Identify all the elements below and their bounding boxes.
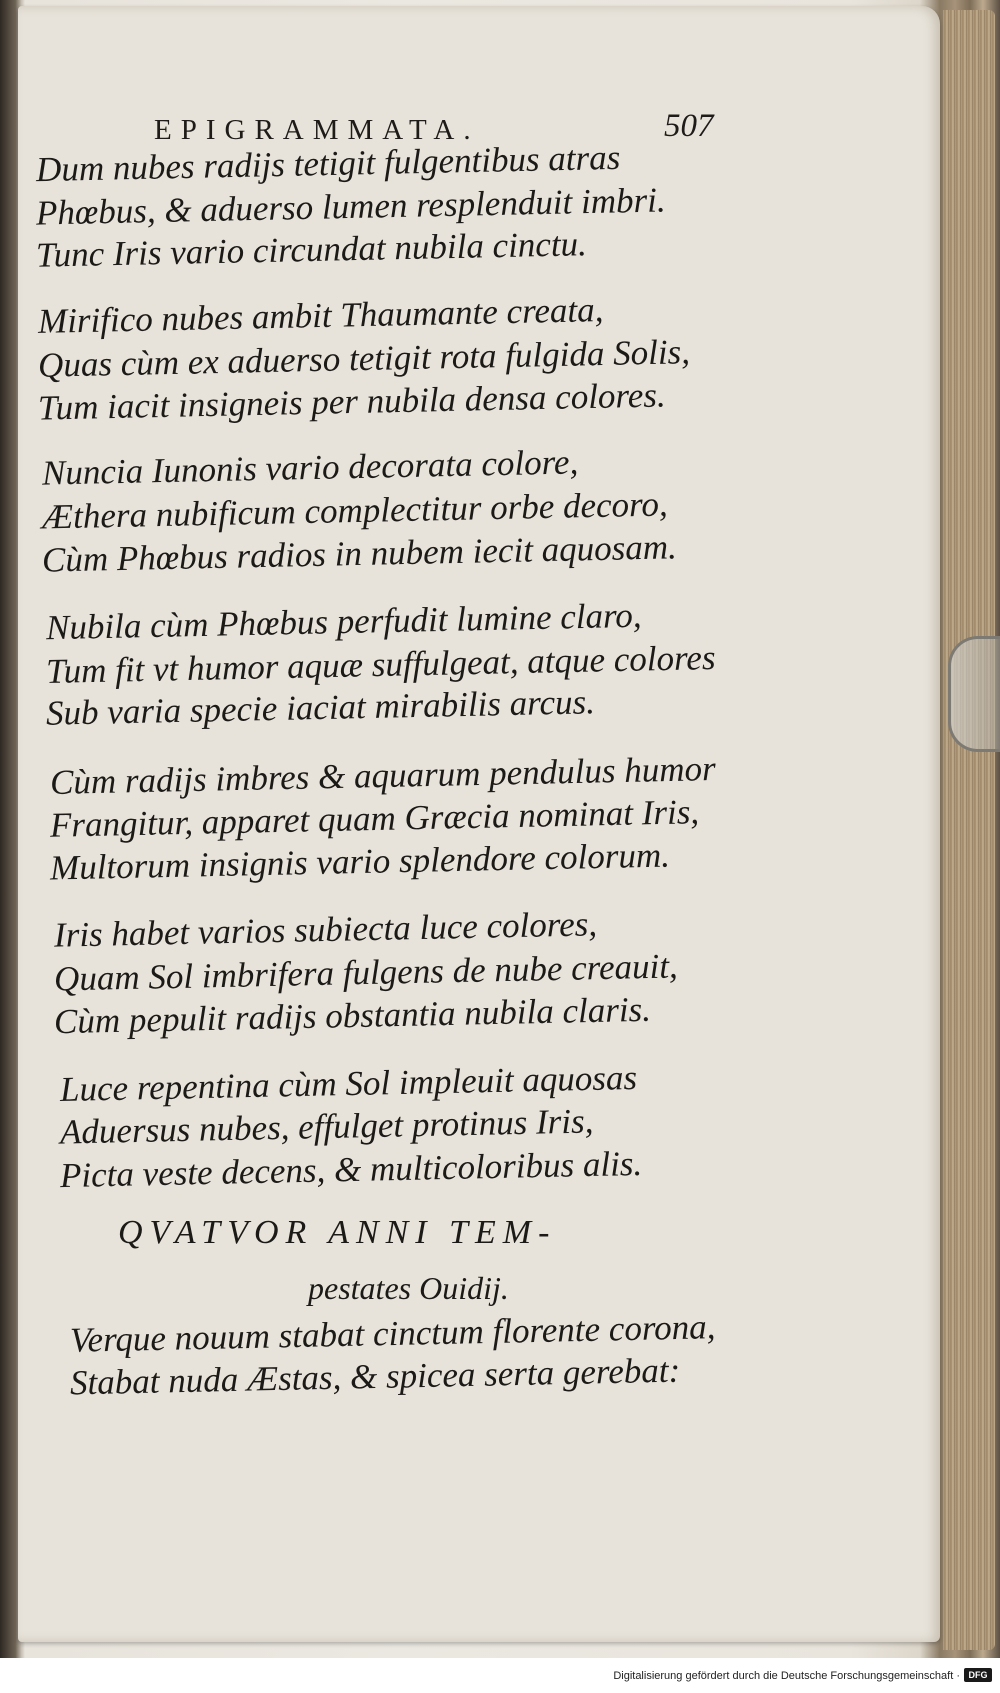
verse-line: Æthera nubificum complectitur orbe decoro, [41, 484, 669, 537]
digitization-credit: Digitalisierung gefördert durch die Deutsche Forschungsgemeinschaft · [613, 1670, 960, 1682]
verse-line: Luce repentina cùm Sol impleuit aquosas [59, 1057, 638, 1110]
verse-line: Dum nubes radijs tetigit fulgentibus atras [35, 137, 621, 190]
verse-line: Cùm Phœbus radios in nubem iecit aquosam. [41, 527, 678, 580]
page-number: 507 [664, 108, 714, 144]
section-heading: QVATVOR ANNI TEM- [118, 1214, 557, 1251]
verse-line: Phœbus, & aduerso lumen resplenduit imbri. [35, 180, 667, 233]
dfg-logo-icon: DFG [964, 1668, 992, 1682]
verse-line: Quam Sol imbrifera fulgens de nube creauit, [53, 946, 679, 999]
verse-line: Cùm radijs imbres & aquarum pendulus humor [49, 749, 717, 802]
verse-line: Nubila cùm Phœbus perfudit lumine claro, [45, 595, 642, 648]
running-title: EPIGRAMMATA. [154, 114, 480, 146]
book-clasp [948, 636, 1000, 752]
verse-line: Iris habet varios subiecta luce colores, [53, 904, 598, 955]
verse-line: Multorum insignis vario splendore colorum. [49, 835, 671, 888]
verse-line: Cùm pepulit radijs obstantia nubila claris. [53, 989, 652, 1042]
verse-line: Verque nouum stabat cinctum florente corona, [69, 1307, 716, 1360]
verse-line: Tum iacit insigneis per nubila densa colores. [37, 375, 667, 428]
footer-bar [0, 1658, 1000, 1693]
verse-line: Sub varia specie iaciat mirabilis arcus. [45, 682, 596, 733]
printed-page [18, 6, 940, 1642]
verse-line: Tum fit vt humor aquæ suffulgeat, atque colores [45, 637, 716, 692]
section-subheading: pestates Ouidij. [308, 1270, 509, 1306]
verse-line: Stabat nuda Æstas, & spicea serta gerebat: [69, 1350, 681, 1403]
book-page-edges [943, 10, 995, 1650]
verse-line: Mirifico nubes ambit Thaumante creata, [37, 290, 604, 341]
verse-line: Nuncia Iunonis vario decorata colore, [41, 442, 579, 493]
verse-line: Aduersus nubes, effulget protinus Iris, [59, 1101, 594, 1152]
verse-line: Tunc Iris vario circundat nubila cinctu. [35, 224, 588, 275]
verse-line: Quas cùm ex aduerso tetigit rota fulgida Solis, [37, 332, 691, 385]
verse-line: Picta veste decens, & multicoloribus alis. [59, 1143, 643, 1196]
verse-line: Frangitur, apparet quam Græcia nominat Iris, [49, 792, 700, 845]
